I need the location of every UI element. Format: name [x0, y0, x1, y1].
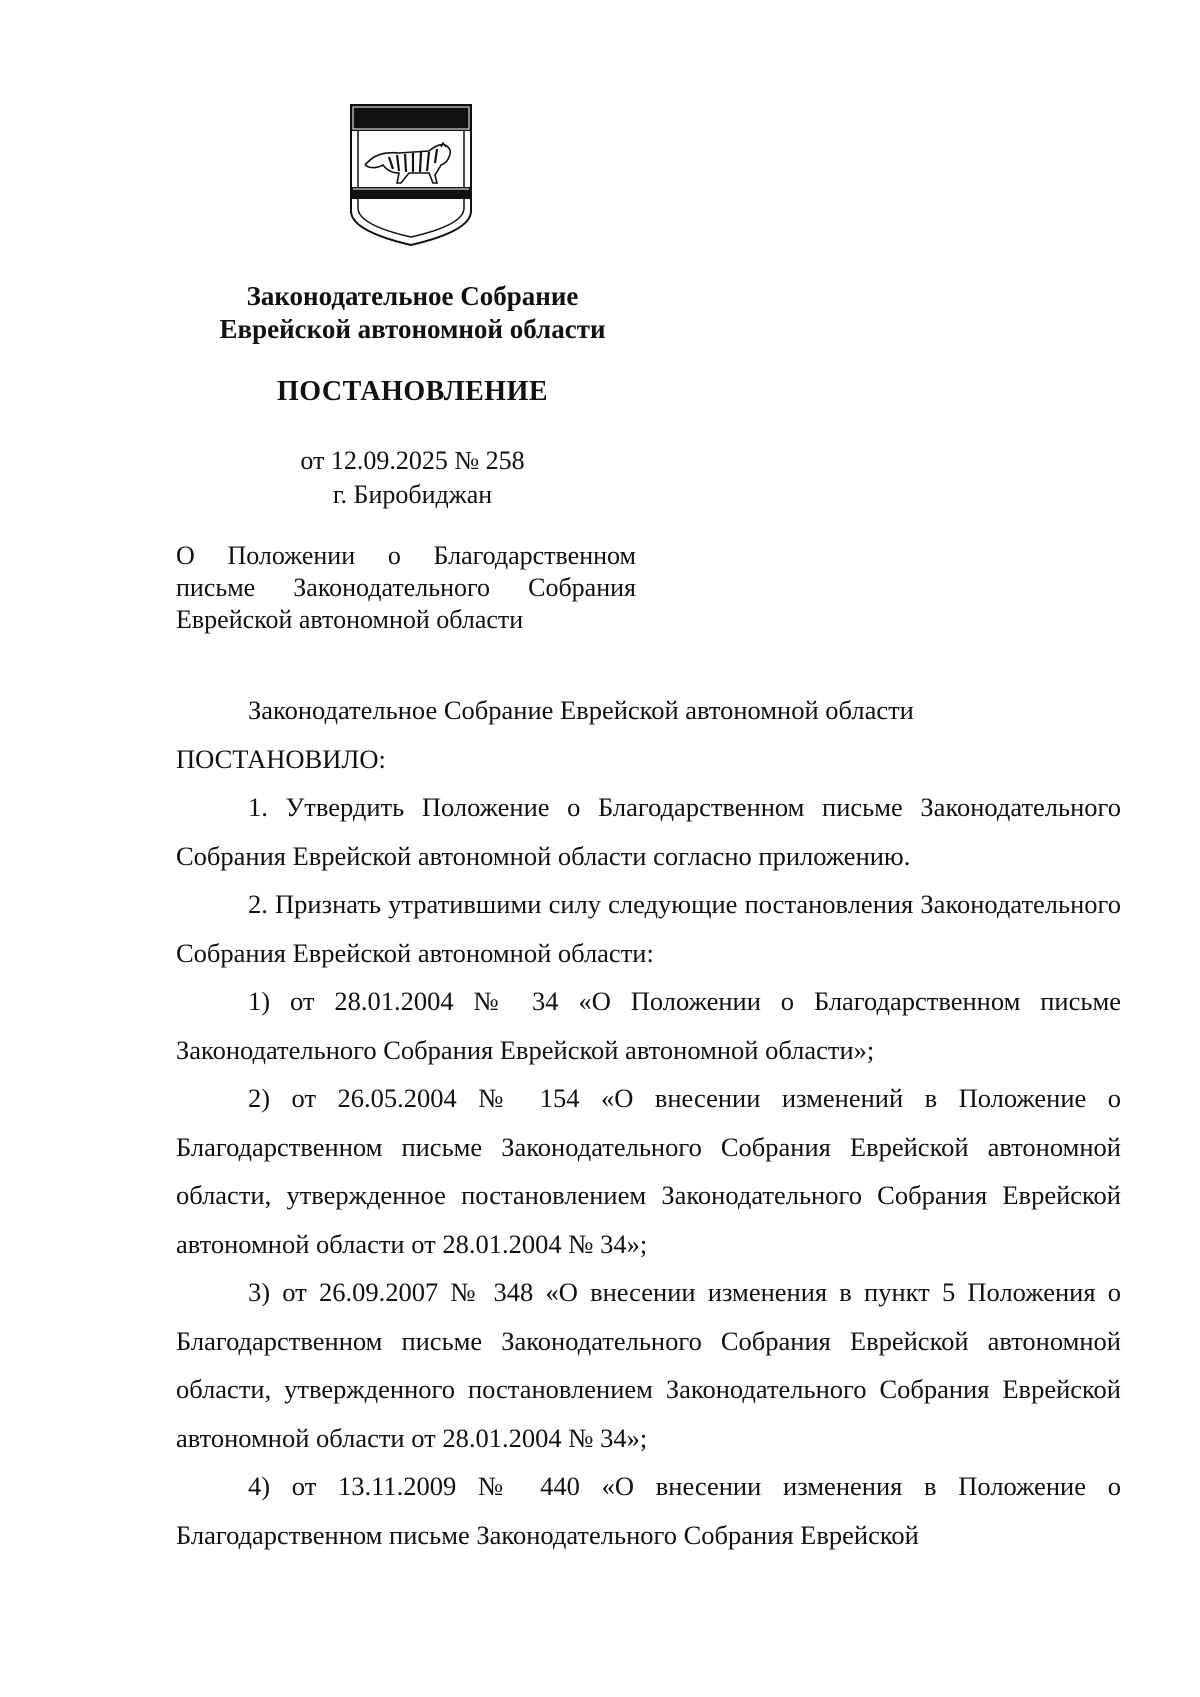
- org-name-line2: Еврейской автономной области: [219, 314, 606, 344]
- org-name-line1: Законодательное Собрание: [246, 281, 579, 311]
- preamble-line1: Законодательное Собрание Еврейской автономной области: [248, 695, 914, 725]
- paragraph-item: 3) от 26.09.2007 № 348 «О внесении изменения в пункт 5 Положения о Благодарственном письме Законодательного Собрания Еврейской автономной области, утвержденного постановлением Законодательного Собрания Еврейской автономной области от 28.01.2004 № 34»;: [176, 1277, 1121, 1453]
- paragraph-item: 4) от 13.11.2009 № 440 «О внесении изменения в Положение о Благодарственном письме Законодательного Собрания Еврейской: [176, 1471, 1121, 1550]
- document-meta: [160, 444, 665, 512]
- document-subject: О Положении о Благодарственном письме Законодательного Собрания Еврейской автономной области: [176, 541, 636, 634]
- preamble-line2: ПОСТАНОВИЛО:: [176, 743, 386, 774]
- paragraph-item: 1) от 28.01.2004 № 34 «О Положении о Благодарственном письме Законодательного Собрания Еврейской автономной области»;: [176, 986, 1121, 1065]
- paragraph-item: 2) от 26.05.2004 № 154 «О внесении изменений в Положение о Благодарственном письме Законодательного Собрания Еврейской автономной области, утвержденное постановлением Законодательного Собрания Еврейской автономной области от 28.01.2004 № 34»;: [176, 1083, 1121, 1259]
- header: [160, 280, 665, 509]
- paragraph-item: 2. Признать утратившими силу следующие постановления Законодательного Собрания Еврейской автономной области:: [176, 889, 1121, 968]
- document-body: [176, 686, 1121, 1559]
- document-type: ПОСТАНОВЛЕНИЕ: [276, 376, 549, 407]
- date-number: от 12.09.2025 № 258: [300, 446, 525, 475]
- paragraph-item: 1. Утвердить Положение о Благодарственном письме Законодательного Собрания Еврейской автономной области согласно приложению.: [176, 792, 1121, 871]
- city: г. Биробиджан: [332, 480, 493, 509]
- coat-of-arms-icon: [349, 103, 473, 247]
